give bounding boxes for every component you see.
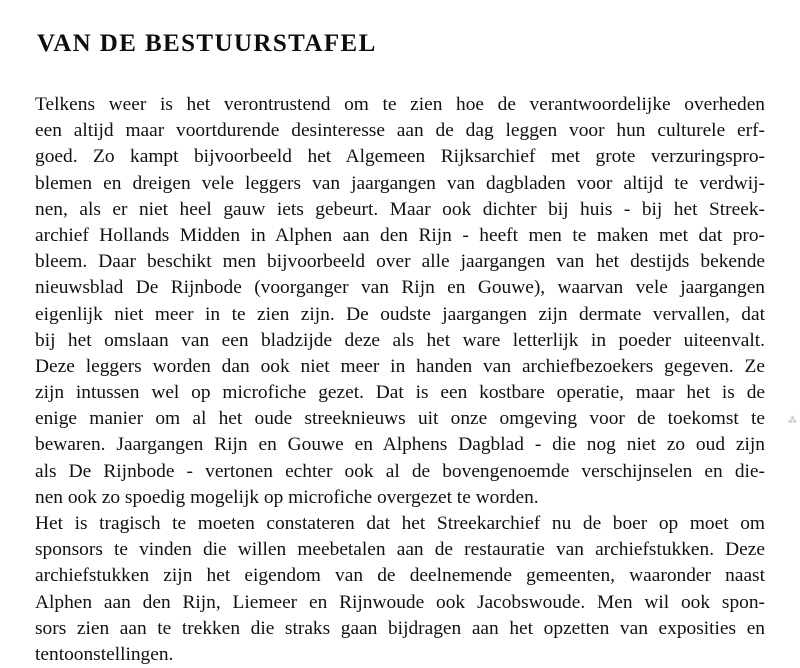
body-line: een altijd maar voortdurende desinteresse aan de dag leggen voor hun culturele erf-: [35, 120, 765, 142]
body-line: Deze leggers worden dan ook niet meer in handen van archiefbezoekers gegeven. Ze: [35, 355, 765, 377]
body-line: Het is tragisch te moeten constateren dat het Streekarchief nu de boer op moet om: [35, 513, 765, 534]
body-line: archief Hollands Midden in Alphen aan den Rijn - heeft men te maken met dat pro-: [35, 224, 765, 246]
body-line: Telkens weer is het verontrustend om te zien hoe de verantwoordelijke overheden: [35, 94, 765, 115]
page-title: VAN DE BESTUURSTAFEL: [37, 30, 377, 57]
body-line: nen ook zo spoedig mogelijk op microfiche overgezet te worden.: [35, 486, 539, 508]
body-line: nieuwsblad De Rijnbode (voorganger van Rijn en Gouwe), waarvan vele jaargangen: [35, 277, 765, 299]
body-line: blemen en dreigen vele leggers van jaargangen van dagbladen voor altijd te verdwij-: [35, 172, 765, 194]
article-body: [35, 92, 765, 668]
body-line: nen, als er niet heel gauw iets gebeurt. Maar ook dichter bij huis - bij het Streek-: [35, 198, 765, 220]
margin-mark: ⁂: [788, 415, 797, 425]
body-line: eigenlijk niet meer in te zien zijn. De oudste jaargangen zijn dermate vervallen, dat: [35, 303, 765, 325]
body-line: bleem. Daar beschikt men bijvoorbeeld over alle jaargangen van het destijds bekende: [35, 251, 765, 273]
body-line: goed. Zo kampt bijvoorbeeld het Algemeen Rijksarchief met grote verzuringspro-: [35, 146, 765, 168]
body-line: enige manier om al het oude streeknieuws uit onze omgeving voor de toekomst te: [35, 408, 765, 430]
body-line: als De Rijnbode - vertonen echter ook al de bovengenoemde verschijnselen en die-: [35, 460, 765, 482]
body-line: sponsors te vinden die willen meebetalen aan de restauratie van archiefstukken. Deze: [35, 539, 765, 561]
body-line: bij het omslaan van een bladzijde deze als het ware letterlijk in poeder uiteenvalt.: [35, 329, 765, 351]
body-line: zijn intussen wel op microfiche gezet. Dat is een kostbare operatie, maar het is de: [35, 382, 765, 404]
body-line: tentoonstellingen.: [35, 643, 174, 665]
body-line: bewaren. Jaargangen Rijn en Gouwe en Alphens Dagblad - die nog niet zo oud zijn: [35, 434, 765, 456]
body-line: archiefstukken zijn het eigendom van de deelnemende gemeenten, waaronder naast: [35, 565, 765, 587]
body-line: sors zien aan te trekken die straks gaan bijdragen aan het opzetten van exposities en: [35, 617, 765, 639]
body-line: Alphen aan den Rijn, Liemeer en Rijnwoude ook Jacobswoude. Men wil ook spon-: [35, 591, 765, 613]
